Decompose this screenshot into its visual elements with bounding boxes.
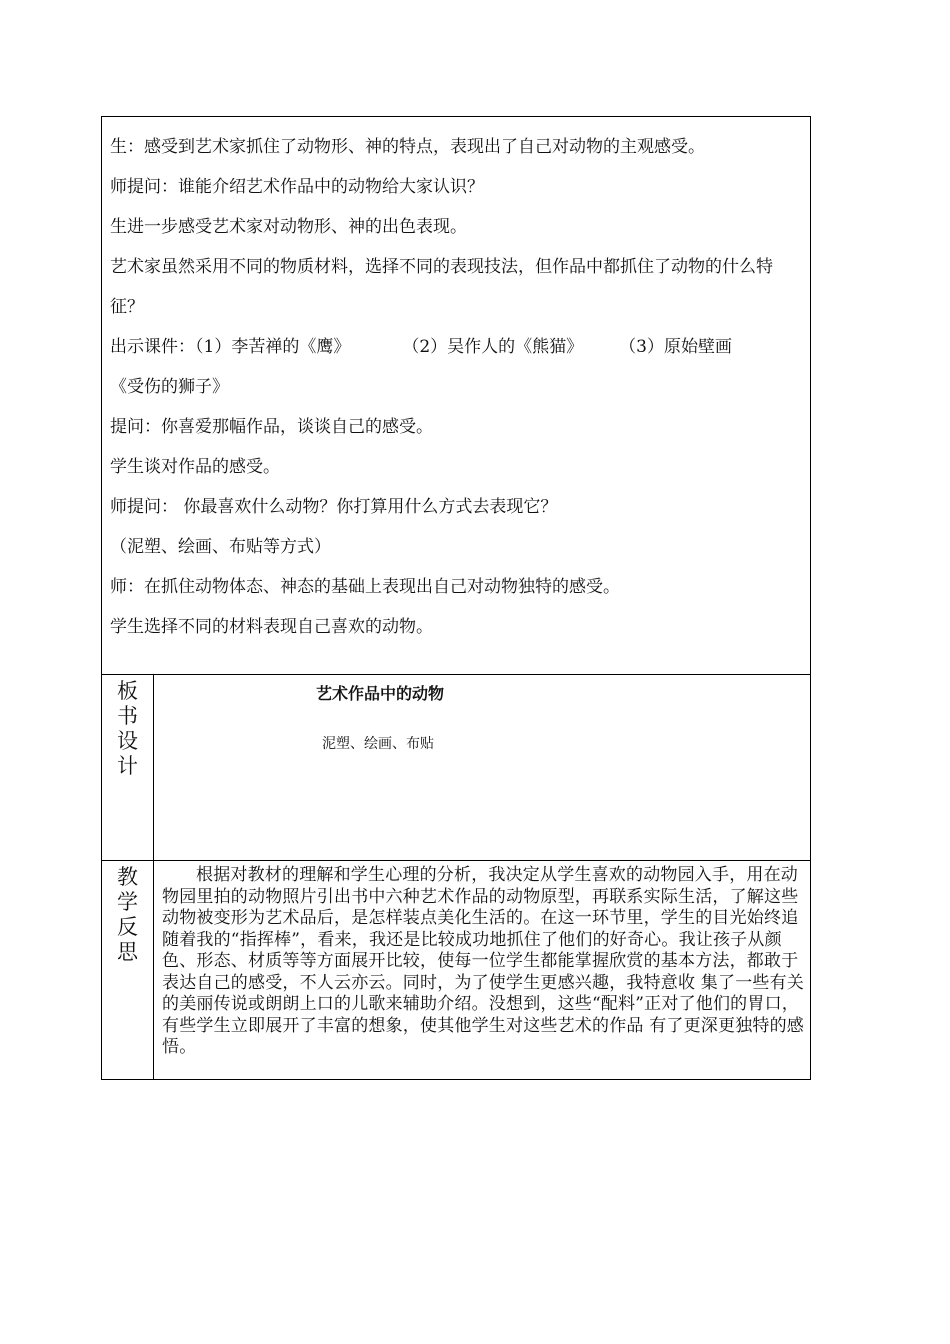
courseware-item-1: 出示课件：（1）李苦禅的《鹰》: [110, 337, 351, 357]
body-line: 生进一步感受艺术家对动物形、神的出色表现。: [110, 217, 467, 237]
teaching-process-cell: [102, 117, 810, 675]
board-design-label: 板书设计: [117, 679, 138, 778]
courseware-line: [110, 327, 802, 367]
reflection-row: [102, 861, 810, 1079]
lesson-plan-table: [101, 116, 811, 1080]
board-subtitle: 泥塑、绘画、布贴: [322, 736, 434, 752]
body-line: 师提问：谁能介绍艺术作品中的动物给大家认识？: [110, 177, 484, 197]
body-line: 生：感受到艺术家抓住了动物形、神的特点，表现出了自己对动物的主观感受。: [110, 137, 705, 157]
board-design-label-cell: [102, 675, 154, 860]
body-line: 艺术家虽然采用不同的物质材料，选择不同的表现技法，但作品中都抓住了动物的什么特征？: [110, 257, 773, 317]
courseware-item-3: （3）原始壁画: [619, 337, 732, 357]
reflection-content: [154, 861, 810, 1079]
body-line: 学生选择不同的材料表现自己喜欢的动物。: [110, 617, 433, 637]
courseware-continuation: 《受伤的狮子》: [110, 377, 229, 397]
body-line: 学生谈对作品的感受。: [110, 457, 280, 477]
body-line: 师：在抓住动物体态、神态的基础上表现出自己对动物独特的感受。: [110, 577, 620, 597]
body-line: 师提问： 你最喜欢什么动物？你打算用什么方式去表现它？: [110, 497, 558, 517]
reflection-label: 教学反思: [117, 865, 138, 964]
board-design-row: [102, 675, 810, 861]
reflection-text: 根据对教材的理解和学生心理的分析，我决定从学生喜欢的动物园入手，用在动物园里拍的动物照片引出书中六种艺术作品的动物原型，再联系实际生活，了解这些 动物被变形为艺术品后，是怎样装点美化生活的。在这一环节里，学生的目光始终追随着我的“指挥棒”，看来，我还是比较成功地抓住了他们的好奇心。我让孩子从颜色、形态、材质等等方面展开比较，使每一位学生都能掌握欣赏的基本方法，都敢于表达自己的感受，不人云亦云。同时，为了使学生更感兴趣，我特意收 集了一些有关的美丽传说或朗朗上口的儿歌来辅助介绍。没想到，这些“配料”正对了他们的胃口，有些学生立即展开了丰富的想象，使其他学生对这些艺术的作品 有了更深更独特的感悟。: [162, 865, 805, 1057]
board-design-content: [154, 675, 810, 860]
courseware-item-2: （2）吴作人的《熊猫》: [402, 337, 584, 357]
body-line: （泥塑、绘画、布贴等方式）: [110, 537, 331, 557]
board-title: 艺术作品中的动物: [316, 684, 445, 703]
reflection-label-cell: [102, 861, 154, 1079]
body-line: 提问：你喜爱那幅作品，谈谈自己的感受。: [110, 417, 433, 437]
